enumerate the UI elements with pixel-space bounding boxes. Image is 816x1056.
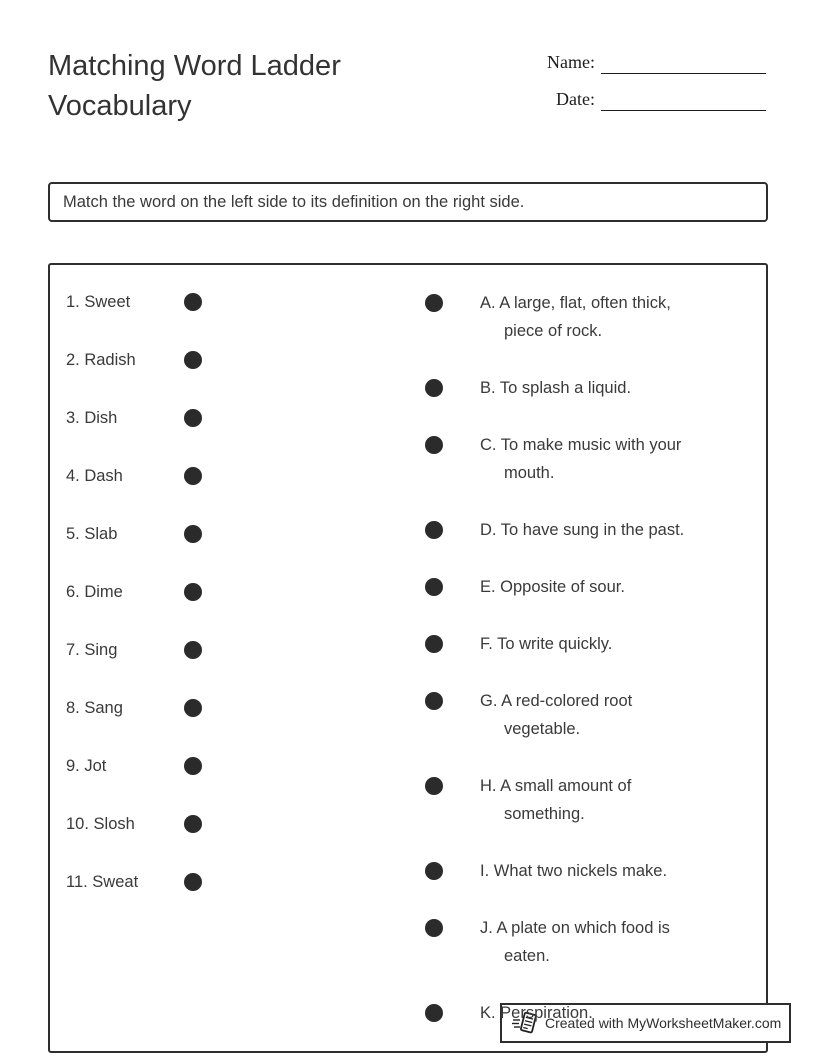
definition-text: [480, 857, 667, 885]
definition-line1: G. A red-colored root: [480, 692, 633, 710]
word-row: [66, 812, 202, 836]
page-title: Matching Word Ladder Vocabulary: [48, 50, 341, 122]
definition-line1: D. To have sung in the past.: [480, 521, 685, 539]
definition-row: [425, 687, 755, 743]
definition-match-dot[interactable]: [425, 578, 443, 596]
word-label: 3. Dish: [66, 408, 118, 427]
definition-text: [480, 573, 625, 601]
word-row: [66, 638, 202, 662]
word-row: [66, 754, 202, 778]
definition-text: [480, 289, 671, 345]
word-row: [66, 522, 202, 546]
date-label: Date:: [556, 89, 595, 109]
instruction-text: Match the word on the left side to its definition on the right side.: [63, 192, 525, 211]
definition-line1: K. Perspiration.: [480, 1004, 593, 1022]
definition-match-dot[interactable]: [425, 635, 443, 653]
word-row: [66, 696, 202, 720]
definition-match-dot[interactable]: [425, 436, 443, 454]
definition-line2: mouth.: [504, 464, 555, 482]
word-label: 9. Jot: [66, 756, 107, 775]
definition-text: [480, 374, 631, 402]
definition-line2: vegetable.: [504, 720, 581, 738]
date-row: [543, 87, 766, 111]
definition-line1: B. To splash a liquid.: [480, 379, 632, 397]
word-match-dot[interactable]: [184, 699, 202, 717]
definition-row: [425, 374, 755, 402]
definition-row: [425, 772, 755, 828]
word-label: 1. Sweet: [66, 292, 131, 311]
name-label: Name:: [547, 52, 595, 72]
name-input-line[interactable]: [601, 50, 766, 74]
word-match-dot[interactable]: [184, 873, 202, 891]
word-row: [66, 870, 202, 894]
word-row: [66, 406, 202, 430]
credit-text: Created with MyWorksheetMaker.com: [545, 1015, 782, 1031]
definition-line1: H. A small amount of: [480, 777, 632, 795]
word-match-dot[interactable]: [184, 467, 202, 485]
definition-text: [480, 630, 612, 658]
word-label: 7. Sing: [66, 640, 118, 659]
name-date-block: [543, 50, 766, 124]
instruction-box: [48, 182, 768, 222]
definition-line1: A. A large, flat, often thick,: [480, 294, 671, 312]
definition-row: [425, 289, 755, 345]
definition-line1: F. To write quickly.: [480, 635, 613, 653]
definition-match-dot[interactable]: [425, 919, 443, 937]
word-row: [66, 580, 202, 604]
definition-match-dot[interactable]: [425, 379, 443, 397]
definition-match-dot[interactable]: [425, 777, 443, 795]
word-row: [66, 464, 202, 488]
word-label: 4. Dash: [66, 466, 123, 485]
definition-text: [480, 772, 631, 828]
definition-match-dot[interactable]: [425, 294, 443, 312]
definition-match-dot[interactable]: [425, 692, 443, 710]
definition-row: [425, 630, 755, 658]
word-row: [66, 348, 202, 372]
date-input-line[interactable]: [601, 87, 766, 111]
word-match-dot[interactable]: [184, 641, 202, 659]
matching-box: [48, 263, 768, 1053]
definition-match-dot[interactable]: [425, 521, 443, 539]
word-list: [66, 290, 202, 928]
definition-line2: eaten.: [504, 947, 550, 965]
definition-text: [480, 914, 670, 970]
definition-text: [480, 999, 593, 1027]
definition-row: [425, 914, 755, 970]
definition-line2: something.: [504, 805, 585, 823]
definition-line1: E. Opposite of sour.: [480, 578, 625, 596]
word-label: 11. Sweat: [66, 872, 139, 891]
word-label: 6. Dime: [66, 582, 123, 601]
definition-row: [425, 857, 755, 885]
definition-row: [425, 999, 755, 1027]
word-match-dot[interactable]: [184, 351, 202, 369]
definition-line1: J. A plate on which food is: [480, 919, 670, 937]
word-match-dot[interactable]: [184, 583, 202, 601]
word-label: 10. Slosh: [66, 814, 135, 833]
word-match-dot[interactable]: [184, 757, 202, 775]
word-row: [66, 290, 202, 314]
word-match-dot[interactable]: [184, 409, 202, 427]
name-row: [543, 50, 766, 74]
definition-match-dot[interactable]: [425, 1004, 443, 1022]
definition-row: [425, 431, 755, 487]
word-label: 2. Radish: [66, 350, 136, 369]
word-match-dot[interactable]: [184, 525, 202, 543]
definition-line2: piece of rock.: [504, 322, 603, 340]
definition-row: [425, 516, 755, 544]
word-label: 8. Sang: [66, 698, 123, 717]
definition-line1: C. To make music with your: [480, 436, 682, 454]
word-label: 5. Slab: [66, 524, 118, 543]
definition-text: [480, 431, 681, 487]
word-match-dot[interactable]: [184, 815, 202, 833]
definition-line1: I. What two nickels make.: [480, 862, 668, 880]
definition-list: [425, 289, 755, 1056]
definition-match-dot[interactable]: [425, 862, 443, 880]
definition-text: [480, 687, 632, 743]
definition-text: [480, 516, 684, 544]
definition-row: [425, 573, 755, 601]
word-match-dot[interactable]: [184, 293, 202, 311]
